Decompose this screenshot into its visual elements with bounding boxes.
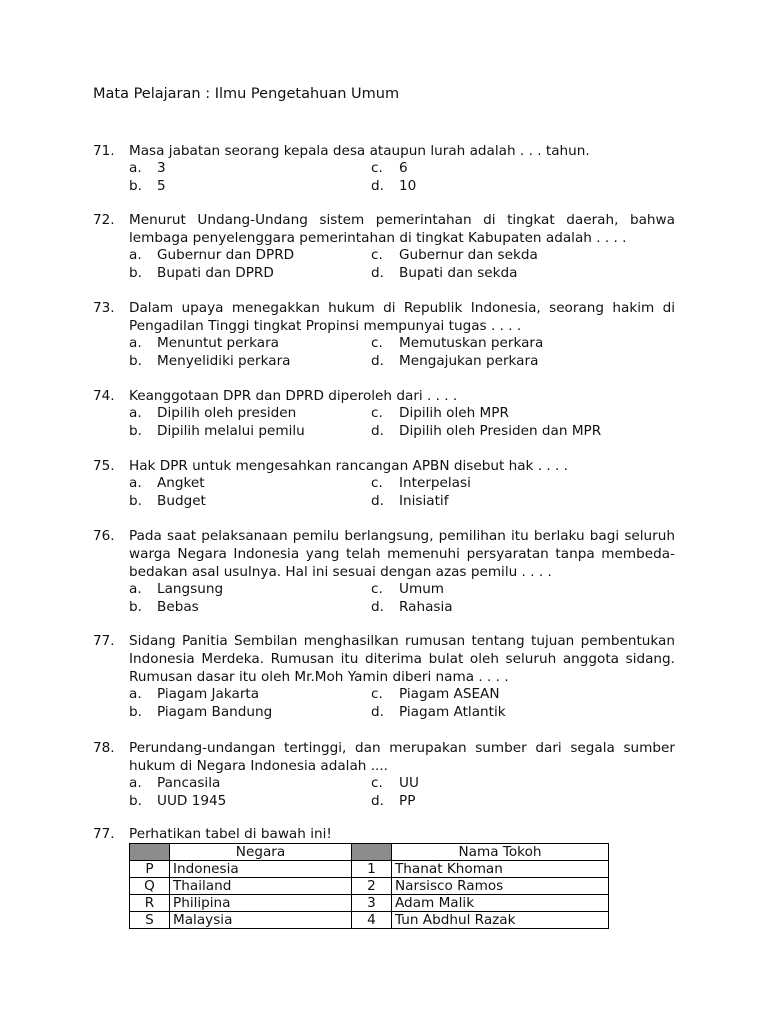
header-shaded-cell — [352, 844, 392, 861]
table-row — [130, 912, 609, 929]
option-d: d. PP — [371, 792, 416, 809]
question-text: Dalam upaya menegakkan hukum di Republik Indonesia, seorang hakim di Pengadilan Tinggi tingkat Propinsi mempunyai tugas . . . . — [129, 300, 675, 334]
row-tokoh: Thanat Khoman — [392, 861, 609, 878]
row-negara: Philipina — [170, 895, 352, 912]
question-text: Sidang Panitia Sembilan menghasilkan rumusan tentang tujuan pembentukan Indonesia Merdeka. Rumusan itu diterima bulat oleh seluruh anggota sidang. Rumusan dasar itu oleh Mr.Moh Yamin diberi nama . . . . — [129, 633, 675, 685]
question-73 — [93, 299, 675, 370]
answer-options — [129, 405, 675, 440]
option-a: a. Pancasila — [129, 775, 221, 791]
row-number: 3 — [352, 895, 392, 912]
answer-options — [129, 160, 675, 195]
option-c: c. Gubernur dan sekda — [371, 247, 538, 263]
option-b: b. 5 — [129, 177, 166, 194]
question-number: 77. — [93, 826, 115, 842]
option-b: b. Budget — [129, 492, 206, 509]
question-number: 78. — [93, 740, 115, 756]
row-number: 2 — [352, 878, 392, 895]
question-text: Perundang-undangan tertinggi, dan merupakan sumber dari segala sumber hukum di Negara Indonesia adalah .... — [129, 740, 675, 774]
question-75 — [93, 457, 675, 510]
option-d: d. 10 — [371, 177, 417, 194]
question-number: 73. — [93, 300, 115, 316]
question-72 — [93, 211, 675, 282]
question-number: 75. — [93, 458, 115, 474]
option-b: b. Piagam Bandung — [129, 703, 273, 720]
option-c: c. Umum — [371, 581, 445, 597]
option-d: d. Rahasia — [371, 598, 453, 615]
option-d: d. Bupati dan sekda — [371, 264, 518, 281]
answer-options — [129, 247, 675, 282]
row-code: P — [130, 861, 170, 878]
question-number: 72. — [93, 212, 115, 228]
table-row — [130, 895, 609, 912]
header-negara: Negara — [170, 844, 352, 861]
option-b: b. Bebas — [129, 598, 199, 615]
question-text: Hak DPR untuk mengesahkan rancangan APBN disebut hak . . . . — [129, 458, 568, 474]
question-number: 76. — [93, 528, 115, 544]
question-text: Masa jabatan seorang kepala desa ataupun lurah adalah . . . tahun. — [129, 143, 590, 159]
row-negara: Indonesia — [170, 861, 352, 878]
option-a: a. Piagam Jakarta — [129, 686, 260, 702]
table-row — [130, 861, 609, 878]
option-b: b. Dipilih melalui pemilu — [129, 422, 305, 439]
option-c: c. Memutuskan perkara — [371, 335, 544, 351]
row-negara: Thailand — [170, 878, 352, 895]
question-text: Menurut Undang-Undang sistem pemerintahan di tingkat daerah, bahwa lembaga penyelenggara pemerintahan di tingkat Kabupaten adalah . . . . — [129, 212, 675, 246]
question-77-table — [93, 825, 675, 843]
option-c: c. Interpelasi — [371, 475, 471, 491]
header-shaded-cell — [130, 844, 170, 861]
question-71 — [93, 142, 675, 195]
option-a: a. 3 — [129, 160, 166, 176]
question-76 — [93, 527, 675, 616]
row-code: R — [130, 895, 170, 912]
row-tokoh: Adam Malik — [392, 895, 609, 912]
option-d: d. Piagam Atlantik — [371, 703, 506, 720]
option-c: c. UU — [371, 775, 419, 791]
country-figure-table — [129, 843, 609, 929]
table-header-row — [130, 844, 609, 861]
table-row — [130, 878, 609, 895]
question-77 — [93, 632, 675, 721]
option-c: c. Piagam ASEAN — [371, 686, 500, 702]
row-code: Q — [130, 878, 170, 895]
question-74 — [93, 387, 675, 440]
option-d: d. Dipilih oleh Presiden dan MPR — [371, 422, 602, 439]
option-d: d. Mengajukan perkara — [371, 352, 539, 369]
answer-options — [129, 475, 675, 510]
question-text: Perhatikan tabel di bawah ini! — [129, 826, 332, 842]
header-nama-tokoh: Nama Tokoh — [392, 844, 609, 861]
option-b: b. Menyelidiki perkara — [129, 352, 291, 369]
answer-options — [129, 335, 675, 370]
question-text: Pada saat pelaksanaan pemilu berlangsung, pemilihan itu berlaku bagi seluruh warga Negara Indonesia yang telah memenuhi persyaratan tanpa membeda-bedakan asal usulnya. Hal ini sesuai dengan azas pemilu . . . . — [129, 528, 675, 580]
question-number: 77. — [93, 633, 115, 649]
row-negara: Malaysia — [170, 912, 352, 929]
answer-options — [129, 686, 675, 721]
row-tokoh: Tun Abdhul Razak — [392, 912, 609, 929]
option-b: b. Bupati dan DPRD — [129, 264, 274, 281]
option-a: a. Dipilih oleh presiden — [129, 405, 297, 421]
option-b: b. UUD 1945 — [129, 792, 227, 809]
row-tokoh: Narsisco Ramos — [392, 878, 609, 895]
option-c: c. 6 — [371, 160, 408, 176]
option-a: a. Menuntut perkara — [129, 335, 279, 351]
row-code: S — [130, 912, 170, 929]
question-number: 71. — [93, 143, 115, 159]
row-number: 4 — [352, 912, 392, 929]
option-a: a. Angket — [129, 475, 205, 491]
answer-options — [129, 775, 675, 810]
question-number: 74. — [93, 388, 115, 404]
question-text: Keanggotaan DPR dan DPRD diperoleh dari . . . . — [129, 388, 458, 404]
option-a: a. Gubernur dan DPRD — [129, 247, 295, 263]
page-title: Mata Pelajaran : Ilmu Pengetahuan Umum — [93, 86, 400, 102]
answer-options — [129, 581, 675, 616]
option-a: a. Langsung — [129, 581, 224, 597]
option-c: c. Dipilih oleh MPR — [371, 405, 509, 421]
question-78 — [93, 739, 675, 810]
option-d: d. Inisiatif — [371, 492, 449, 509]
row-number: 1 — [352, 861, 392, 878]
